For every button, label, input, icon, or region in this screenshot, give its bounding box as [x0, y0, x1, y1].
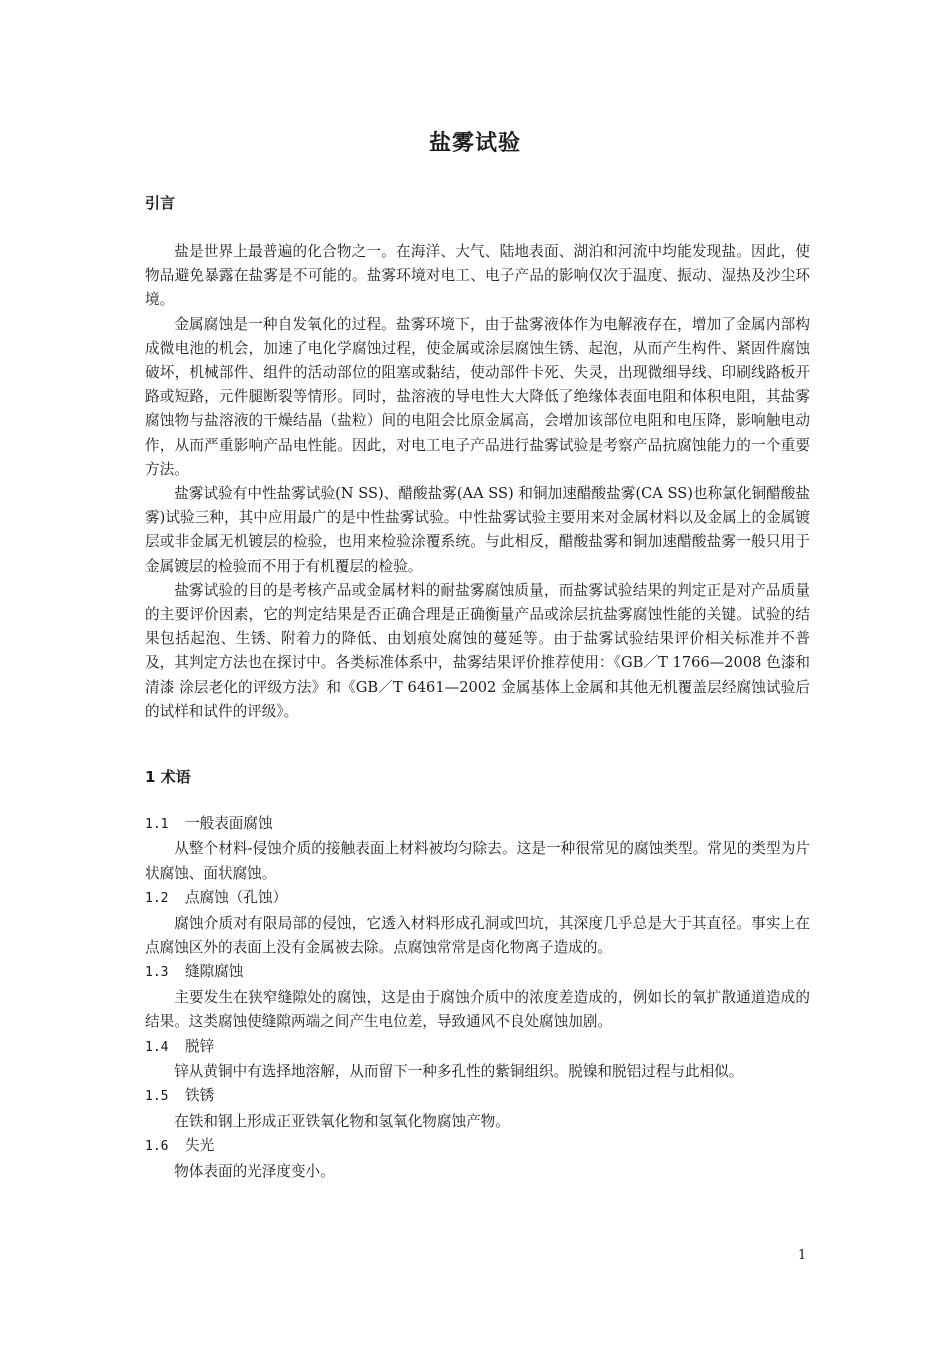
term-item — [145, 1084, 810, 1134]
intro-heading: 引言 — [145, 194, 176, 212]
terms-heading: 1 术语 — [145, 768, 191, 786]
term-number: 1.4 — [145, 1039, 169, 1055]
term-definition: 物体表面的光泽度变小。 — [174, 1162, 335, 1180]
intro-paragraph: 盐雾试验的目的是考核产品或金属材料的耐盐雾腐蚀质量，而盐雾试验结果的判定正是对产品质量的主要评价因素，它的判定结果是否正确合理是正确衡量产品或涂层抗盐雾腐蚀性能的关键。试验的结果包括起泡、生锈、附着力的降低、由划痕处腐蚀的蔓延等。由于盐雾试验结果评价相关标准并不普及，其判定方法也在探讨中。各类标准体系中，盐雾结果评价推荐使用：《GB／T 1766—2008 色漆和清漆 涂层老化的评级方法》和《GB／T 6461—2002 金属基体上金属和其他无机覆盖层经腐蚀试验后的试样和试件的评级》。 — [145, 581, 810, 720]
term-number: 1.1 — [145, 817, 169, 832]
term-title — [145, 960, 810, 985]
term-name: 铁锈 — [185, 1087, 215, 1105]
term-name: 脱锌 — [185, 1037, 215, 1055]
term-number: 1.5 — [145, 1089, 169, 1105]
intro-section — [145, 240, 810, 724]
term-item — [145, 960, 810, 1034]
term-title — [145, 1035, 810, 1060]
intro-paragraph: 盐雾试验有中性盐雾试验(N SS)、醋酸盐雾(AA SS) 和铜加速醋酸盐雾(CA SS)也称氯化铜醋酸盐雾)试验三种，其中应用最广的是中性盐雾试验。中性盐雾试验主要用来对金属材料以及金属上的金属镀层或非金属无机镀层的检验，也用来检验涂覆系统。与此相反，醋酸盐雾和铜加速醋酸盐雾一般只用于金属镀层的检验而不用于有机覆层的检验。 — [145, 485, 810, 575]
term-name: 失光 — [185, 1137, 215, 1155]
document-title: 盐雾试验 — [428, 131, 521, 156]
term-title — [145, 1084, 810, 1109]
term-title — [145, 886, 810, 911]
term-name: 点腐蚀（孔蚀） — [185, 889, 288, 907]
term-item — [145, 812, 810, 886]
term-item — [145, 1134, 810, 1184]
term-item — [145, 1035, 810, 1085]
term-item — [145, 886, 810, 960]
term-definition: 从整个材料-侵蚀介质的接触表面上材料被均匀除去。这是一种很常见的腐蚀类型。常见的类型为片状腐蚀、面状腐蚀。 — [145, 840, 810, 882]
page-number: 1 — [798, 1248, 807, 1263]
intro-paragraph: 盐是世界上最普遍的化合物之一。在海洋、大气、陆地表面、湖泊和河流中均能发现盐。因此，使物品避免暴露在盐雾是不可能的。盐雾环境对电工、电子产品的影响仅次于温度、振动、湿热及沙尘环境。 — [145, 243, 810, 309]
term-number: 1.6 — [145, 1139, 169, 1155]
intro-paragraph: 金属腐蚀是一种自发氧化的过程。盐雾环境下，由于盐雾液体作为电解液存在，增加了金属内部构成微电池的机会，加速了电化学腐蚀过程，使金属或涂层腐蚀生锈、起泡，从而产生构件、紧固件腐蚀破坏，机械部件、组件的活动部位的阻塞或黏结，使动部件卡死、失灵，出现微细导线、印刷线路板开路或短路，元件腿断裂等情形。同时，盐溶液的导电性大大降低了绝缘体表面电阻和体积电阻，其盐雾腐蚀物与盐溶液的干燥结晶（盐粒）间的电阻会比原金属高，会增加该部位电阻和电压降，影响触电动作，从而严重影响产品电性能。因此，对电工电子产品进行盐雾试验是考察产品抗腐蚀能力的一个重要方法。 — [145, 315, 810, 478]
term-number: 1.2 — [145, 891, 169, 907]
term-title — [145, 1134, 810, 1159]
term-definition: 锌从黄铜中有选择地溶解，从而留下一种多孔性的紫铜组织。脱镍和脱铝过程与此相似。 — [174, 1063, 744, 1081]
term-definition: 腐蚀介质对有限局部的侵蚀，它透入材料形成孔洞或凹坑，其深度几乎总是大于其直径。事实上在点腐蚀区外的表面上没有金属被去除。点腐蚀常常是卤化物离子造成的。 — [145, 914, 810, 957]
term-title — [145, 812, 810, 837]
term-name: 一般表面腐蚀 — [185, 815, 273, 832]
terms-section — [145, 812, 810, 1184]
term-number: 1.3 — [145, 965, 169, 981]
term-name: 缝隙腐蚀 — [185, 963, 244, 981]
term-definition: 主要发生在狭窄缝隙处的腐蚀，这是由于腐蚀介质中的浓度差造成的，例如长的氧扩散通道造成的结果。这类腐蚀使缝隙两端之间产生电位差，导致通风不良处腐蚀加剧。 — [145, 988, 810, 1031]
term-definition: 在铁和钢上形成正亚铁氧化物和氢氧化物腐蚀产物。 — [174, 1112, 510, 1130]
